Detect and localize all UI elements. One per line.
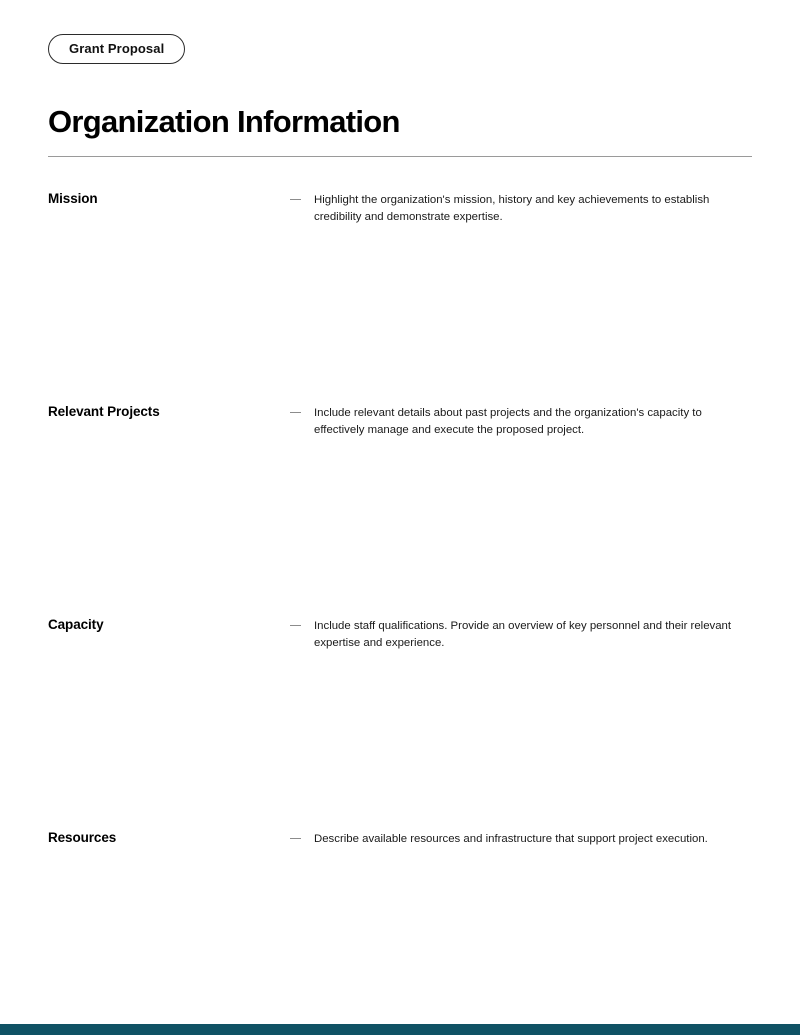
section-description: Include staff qualifications. Provide an overview of key personnel and their relevant expertise and experience. — [314, 620, 732, 650]
section-label: Relevant Projects — [48, 404, 160, 419]
sections-list — [48, 190, 752, 848]
dash-separator-icon — [290, 190, 314, 200]
title-block — [48, 105, 752, 165]
page-title: Organization Information — [48, 104, 400, 139]
section-description: Describe available resources and infrastructure that support project execution. — [314, 833, 708, 845]
document-type-badge: Grant Proposal — [48, 34, 185, 64]
section-label: Capacity — [48, 617, 104, 632]
section-capacity — [48, 616, 752, 829]
document-type-badge-row — [48, 34, 185, 64]
section-mission — [48, 190, 752, 403]
dash-separator-icon — [290, 616, 314, 626]
section-relevant-projects — [48, 403, 752, 616]
dash-separator-icon — [290, 829, 314, 839]
section-label: Resources — [48, 830, 117, 845]
section-label: Mission — [48, 191, 98, 206]
title-divider — [48, 156, 752, 157]
footer-accent-bar — [0, 1024, 800, 1035]
section-resources — [48, 829, 752, 848]
section-description: Highlight the organization's mission, history and key achievements to establish credibility and demonstrate expertise. — [314, 194, 710, 224]
section-description: Include relevant details about past projects and the organization's capacity to effectively manage and execute the proposed project. — [314, 407, 702, 437]
dash-separator-icon — [290, 403, 314, 413]
